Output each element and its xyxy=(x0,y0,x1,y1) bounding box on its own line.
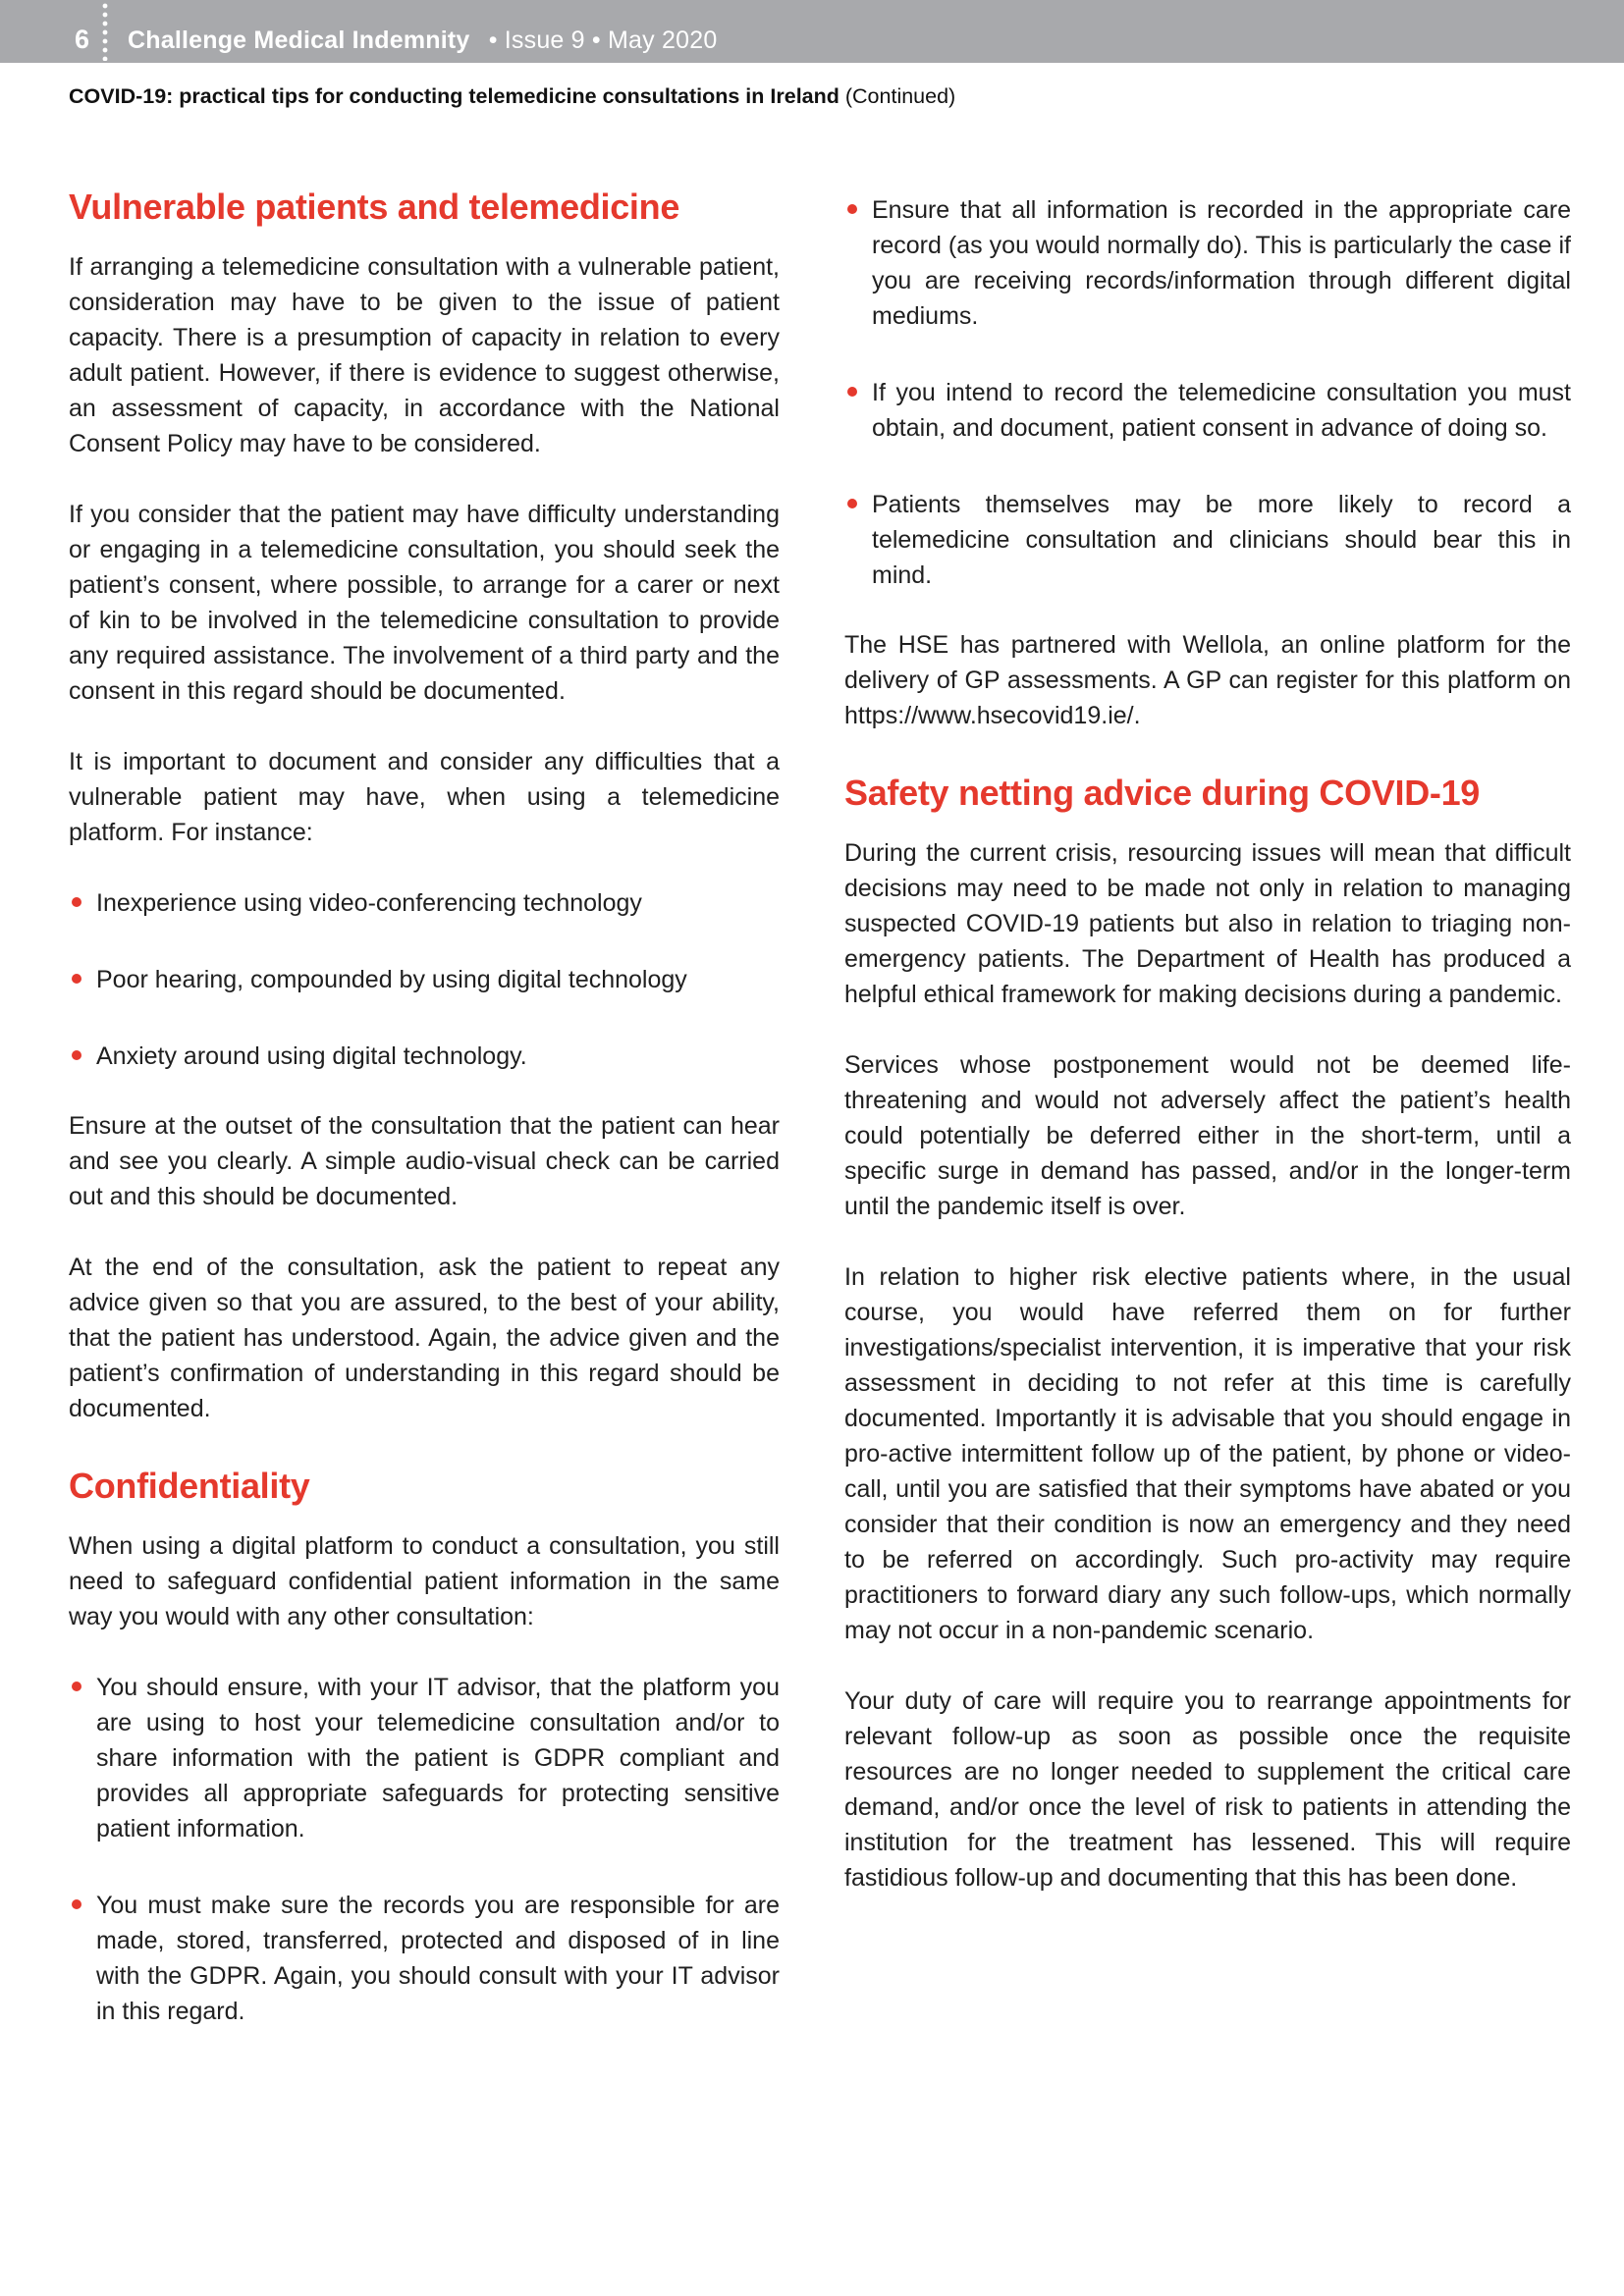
bullet-dot-icon xyxy=(847,499,857,508)
paragraph: If you consider that the patient may have difficulty understanding or engaging in a telemedicine consultation, you should seek the patient’s consent, where possible, to arrange for a carer or next of kin to be involved in the telemedicine consultation to provide any required assistance. The involvement of a third party and the consent in this regard should be documented. xyxy=(69,501,780,705)
brand-title: Challenge Medical Indemnity xyxy=(128,27,470,54)
article-title-text: COVID-19: practical tips for conducting telemedicine consultations in Ireland xyxy=(69,84,839,108)
right-column xyxy=(844,187,1571,2063)
bullet-list xyxy=(69,885,780,1074)
bullet-dot-icon xyxy=(847,204,857,214)
paragraph: During the current crisis, resourcing issues will mean that difficult decisions may need to be made not only in relation to managing suspected COVID-19 patients but also in relation to triaging non-emergency patients. The Department of Health has produced a helpful ethical framework for making decisions during a pandemic. xyxy=(844,839,1571,1008)
list-item xyxy=(69,1888,780,2029)
issue-date: • Issue 9 • May 2020 xyxy=(488,27,718,54)
list-item-text: You must make sure the records you are responsible for are made, stored, transferred, protected and disposed of in line with the GDPR. Again, you should consult with your IT advisor in this regard. xyxy=(96,1892,780,2025)
paragraph: Services whose postponement would not be deemed life-threatening and would not adversely affect the patient’s health could potentially be deferred either in the short-term, until a specific surge in demand has passed, and/or in the longer-term until the pandemic itself is over. xyxy=(844,1051,1571,1220)
list-item xyxy=(844,375,1571,446)
page-header-band xyxy=(0,0,1624,63)
section-heading-vulnerable-patients: Vulnerable patients and telemedicine xyxy=(69,187,680,227)
bullet-dot-icon xyxy=(72,1682,81,1691)
bullet-list xyxy=(844,192,1571,593)
paragraph: In relation to higher risk elective patients where, in the usual course, you would have referred them on for further investigations/specialist intervention, it is imperative that your risk assessment in deciding to not refer at this time is carefully documented. Importantly it is advisable that you should engage in pro-active intermittent follow up of the patient, by phone or video-call, until you are satisfied that their symptoms have abated or you consider that their condition is now an emergency and they need to be referred on accordingly. Such pro-activity may require practitioners to forward diary any such follow-ups, which normally may not occur in a non-pandemic scenario. xyxy=(844,1263,1571,1644)
paragraph: Ensure at the outset of the consultation that the patient can hear and see you clearly. A simple audio-visual check can be carried out and this should be documented. xyxy=(69,1112,780,1210)
bullet-list xyxy=(69,1670,780,2029)
left-column xyxy=(69,187,780,2063)
paragraph: Your duty of care will require you to rearrange appointments for relevant follow-up as soon as possible once the requisite resources are no longer needed to supplement the critical care demand, and/or once the level of risk to patients in attending the institution for the treatment has lessened. This will require fastidious follow-up and documenting that this has been done. xyxy=(844,1687,1571,1892)
list-item-text: You should ensure, with your IT advisor, that the platform you are using to host your telemedicine consultation and/or to share information with the patient is GDPR compliant and provides all appropriate safeguards for protecting sensitive patient information. xyxy=(96,1674,780,1842)
list-item xyxy=(69,1039,780,1074)
list-item-text: If you intend to record the telemedicine consultation you must obtain, and document, patient consent in advance of doing so. xyxy=(872,379,1571,442)
bullet-dot-icon xyxy=(72,1050,81,1060)
paragraph: When using a digital platform to conduct a consultation, you still need to safeguard confidential patient information in the same way you would with any other consultation: xyxy=(69,1532,780,1630)
list-item-text: Ensure that all information is recorded in the appropriate care record (as you would normally do). This is particularly the case if you are receiving records/information through different digital mediums. xyxy=(872,196,1571,330)
bullet-dot-icon xyxy=(72,897,81,907)
article-title-continued: (Continued) xyxy=(839,84,956,108)
bullet-dot-icon xyxy=(72,974,81,984)
list-item xyxy=(69,962,780,997)
list-item xyxy=(69,885,780,921)
paragraph: It is important to document and consider any difficulties that a vulnerable patient may have, when using a telemedicine platform. For instance: xyxy=(69,748,780,846)
paragraph: The HSE has partnered with Wellola, an online platform for the delivery of GP assessments. A GP can register for this platform on https://www.hsecovid19.ie/. xyxy=(844,631,1571,729)
list-item xyxy=(69,1670,780,1846)
list-item-text: Inexperience using video-conferencing technology xyxy=(96,889,642,917)
header-text xyxy=(128,28,717,53)
list-item xyxy=(844,487,1571,593)
bullet-dot-icon xyxy=(847,387,857,397)
article-title xyxy=(69,82,955,110)
section-heading-confidentiality: Confidentiality xyxy=(69,1466,310,1506)
list-item-text: Poor hearing, compounded by using digital technology xyxy=(96,966,687,993)
list-item-text: Anxiety around using digital technology. xyxy=(96,1042,527,1070)
paragraph: If arranging a telemedicine consultation with a vulnerable patient, consideration may have to be given to the issue of patient capacity. There is a presumption of capacity in relation to every adult patient. However, if there is evidence to suggest otherwise, an assessment of capacity, in accordance with the National Consent Policy may have to be considered. xyxy=(69,253,780,457)
paragraph: At the end of the consultation, ask the patient to repeat any advice given so that you are assured, to the best of your ability, that the patient has understood. Again, the advice given and the patient’s confirmation of understanding in this regard should be documented. xyxy=(69,1254,780,1422)
dotted-divider-icon xyxy=(102,2,108,61)
list-item-text: Patients themselves may be more likely to record a telemedicine consultation and clinicians should bear this in mind. xyxy=(872,491,1571,589)
bullet-dot-icon xyxy=(72,1899,81,1909)
list-item xyxy=(844,192,1571,334)
page-content xyxy=(69,187,1571,2063)
section-heading-safety-netting: Safety netting advice during COVID-19 xyxy=(844,773,1481,813)
page-number: 6 xyxy=(75,25,90,54)
